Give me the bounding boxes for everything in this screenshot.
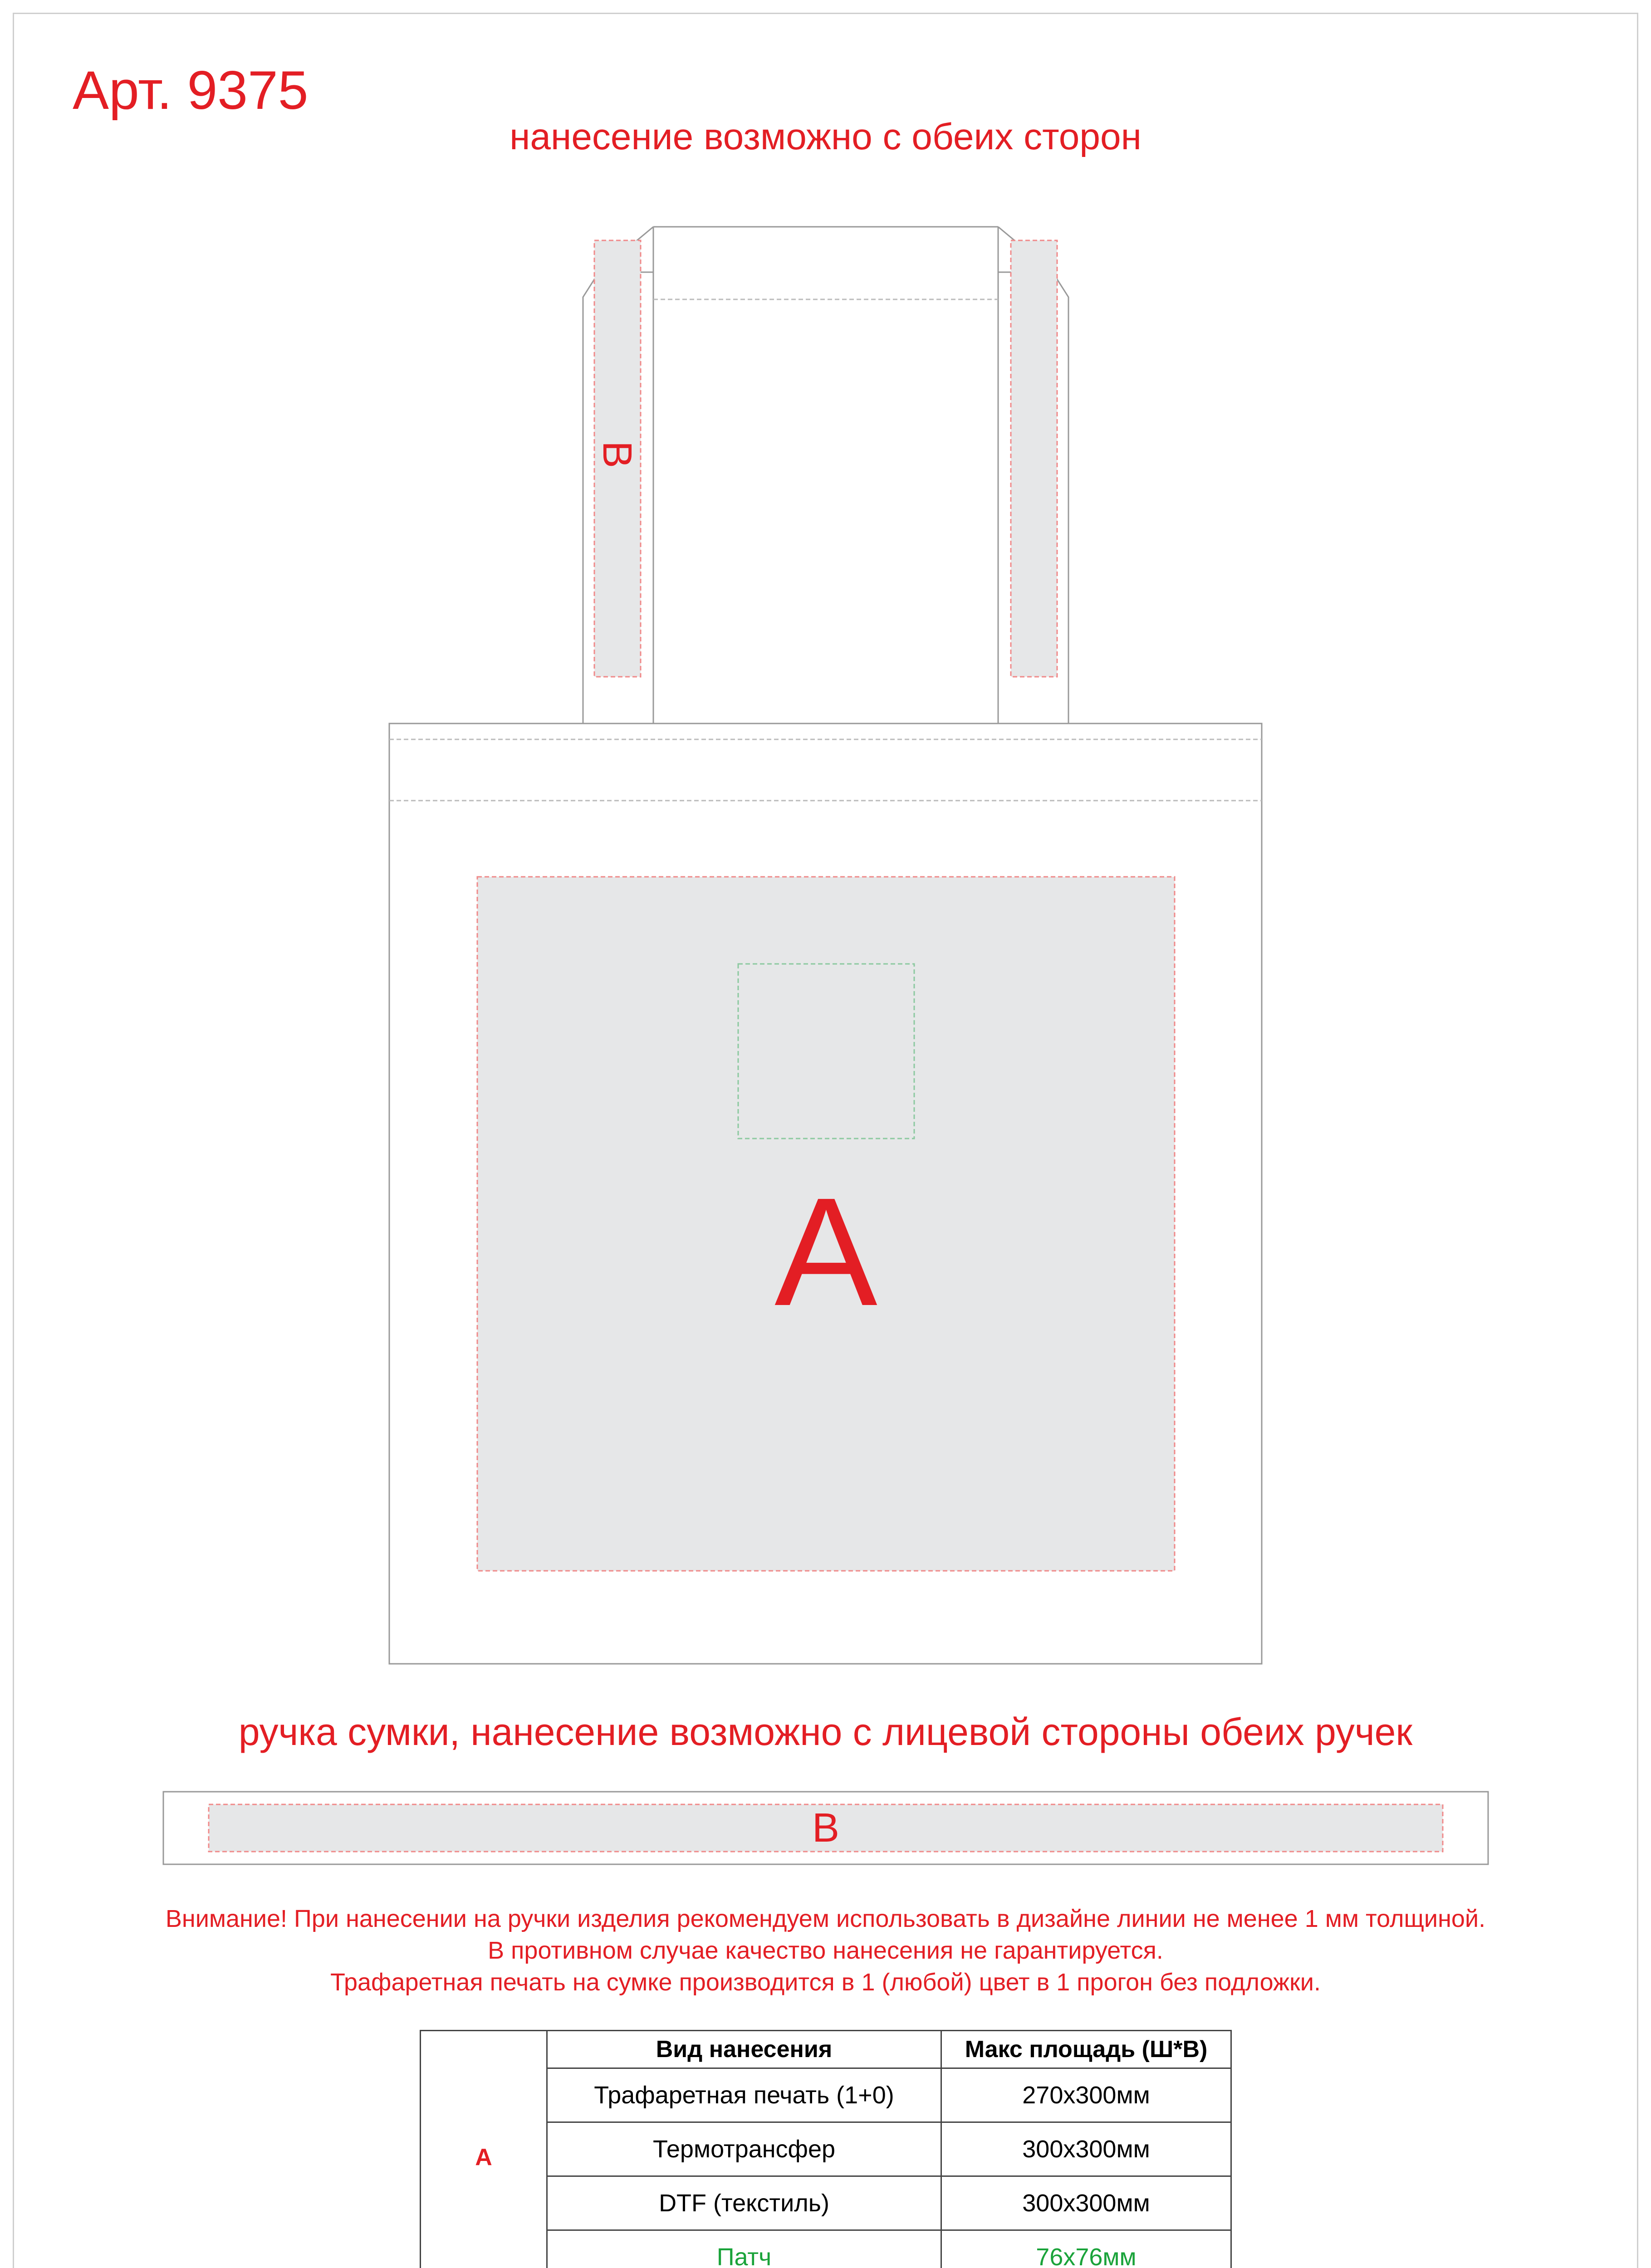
- article-number: Арт. 9375: [73, 60, 309, 121]
- table-a-header-method: Вид нанесения: [547, 2031, 941, 2068]
- table-a-method: Термотрансфер: [547, 2122, 941, 2176]
- table-a-area: 76x76мм: [941, 2230, 1231, 2268]
- table-a-area: 270x300мм: [941, 2068, 1231, 2122]
- warning-line-2: В противном случае качество нанесения не гарантируется.: [488, 1937, 1163, 1964]
- warning-line-3: Трафаретная печать на сумке производится в 1 (любой) цвет в 1 прогон без подложки.: [330, 1969, 1321, 1996]
- table-a-method: Патч: [547, 2230, 941, 2268]
- print-sides-note: нанесение возможно с обеих сторон: [510, 116, 1141, 157]
- table-a-letter: A: [421, 2031, 547, 2268]
- table-a-method: Трафаретная печать (1+0): [547, 2068, 941, 2122]
- table-a-area: 300x300мм: [941, 2122, 1231, 2176]
- zone-b-label-handle: B: [594, 440, 640, 469]
- table-a-header-area: Макс площадь (Ш*В): [941, 2031, 1231, 2068]
- handle-caption: ручка сумки, нанесение возможно с лицевой стороны обеих ручек: [238, 1711, 1413, 1753]
- zone-a-label: A: [774, 1166, 877, 1338]
- table-a-method: DTF (текстиль): [547, 2176, 941, 2230]
- warning-line-1: Внимание! При нанесении на ручки изделия рекомендуем использовать в дизайне линии не менее 1 мм толщиной.: [165, 1905, 1486, 1932]
- handle-strip-zone-label: B: [812, 1805, 840, 1851]
- table-a-area: 300x300мм: [941, 2176, 1231, 2230]
